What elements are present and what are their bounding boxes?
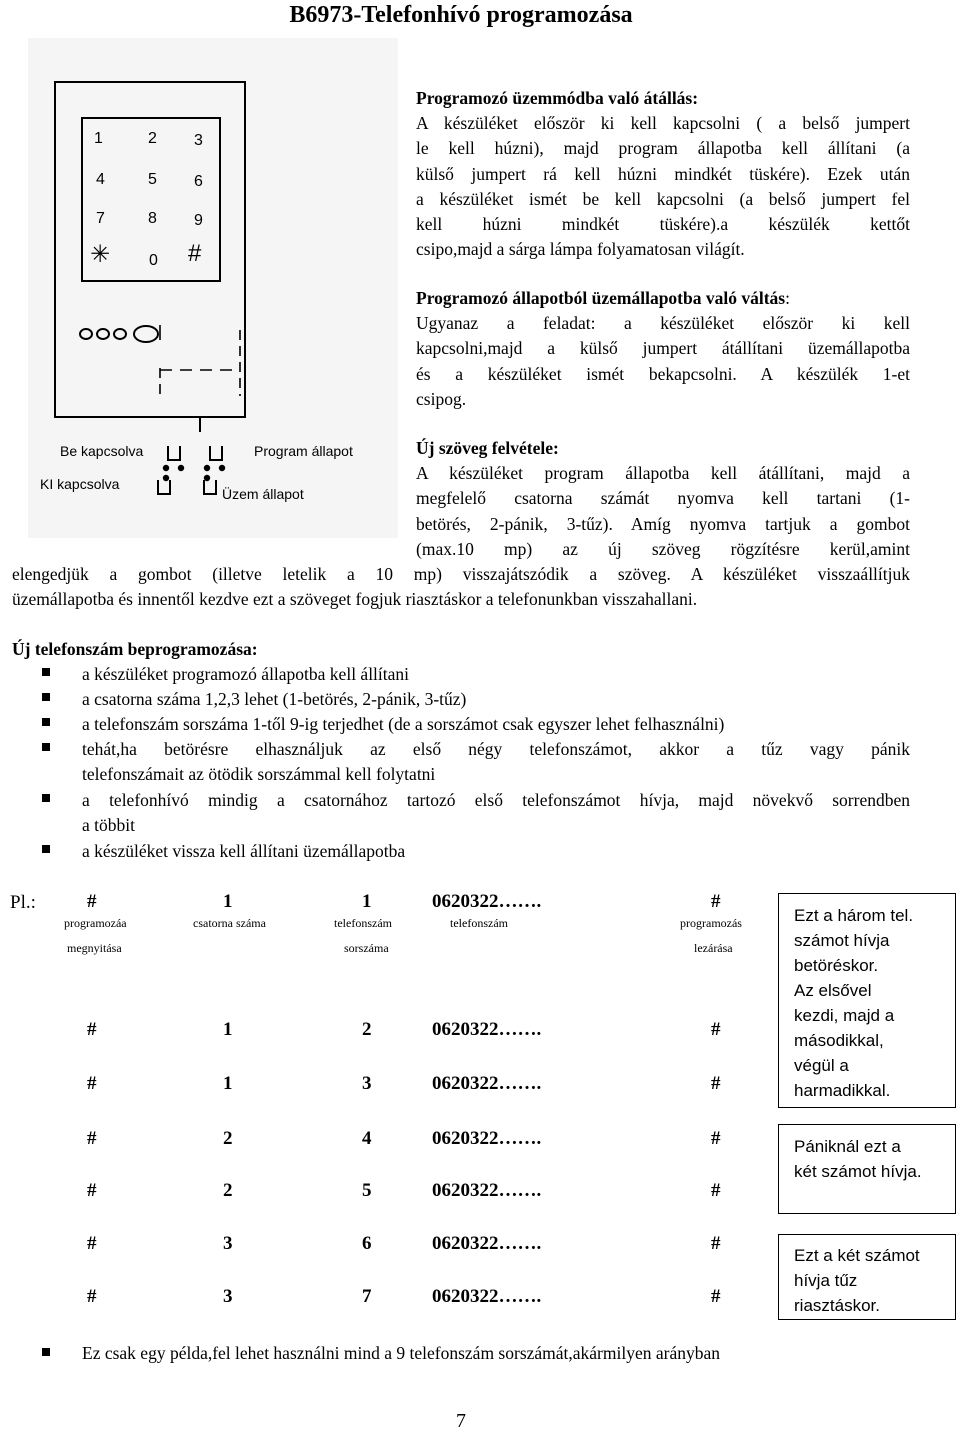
example-row-hash-close: # bbox=[711, 1128, 721, 1149]
example-row-hash-close: # bbox=[711, 1019, 721, 1040]
section-3-line: betörés, 2-pánik, 3-tűz). Amíg nyomva tartjuk a gombot bbox=[416, 513, 910, 534]
bullet-item-continued: telefonszámait az ötödik sorszámmal kell folytatni bbox=[82, 764, 436, 784]
section-1-line: a készüléket ismét be kell kapcsolni (a belső jumpert fel bbox=[416, 188, 910, 209]
label-uzem-allapot: Üzem állapot bbox=[222, 486, 304, 502]
example-row-index: 4 bbox=[362, 1128, 372, 1149]
led-2 bbox=[97, 329, 109, 339]
page-title: B6973-Telefonhívó programozása bbox=[289, 2, 633, 28]
section-2-line: és a készüléket ismét bekapcsolni. A készülék 1-et bbox=[416, 363, 910, 384]
example-row-hash-open: # bbox=[87, 1286, 97, 1307]
example-row-number: 0620322……. bbox=[432, 1128, 542, 1149]
section-4-heading: Új telefonszám beprogramozása: bbox=[12, 639, 258, 659]
section-3-line: megfelelő csatorna számát nyomva kell tartani (1- bbox=[416, 488, 910, 509]
key-4[interactable]: 4 bbox=[96, 171, 105, 188]
example-header-hash-close: # bbox=[711, 891, 721, 912]
example-row-index: 2 bbox=[362, 1019, 372, 1040]
section-1-line: csipo,majd a sárga lámpa folyamatosan világít. bbox=[416, 239, 745, 260]
led-4 bbox=[134, 326, 158, 342]
key-1[interactable]: 1 bbox=[94, 130, 103, 147]
note-line: harmadikkal. bbox=[794, 1081, 891, 1100]
bullet-item: a telefonhívó mindig a csatornához tartozó első telefonszámot hívja, majd növekvő sorrendben bbox=[82, 790, 910, 810]
note-box-tuz bbox=[778, 1234, 956, 1320]
jumper-ki bbox=[158, 480, 170, 494]
bullet-item: a telefonszám sorszáma 1-től 9-ig terjedhet (de a sorszámot csak egyszer lehet felhasználni) bbox=[82, 714, 725, 734]
example-row-index: 5 bbox=[362, 1180, 372, 1201]
example-header-channel: 1 bbox=[223, 891, 233, 912]
section-3 bbox=[416, 436, 910, 562]
section-2-line: csipog. bbox=[416, 388, 467, 409]
example-row-index: 3 bbox=[362, 1073, 372, 1094]
example-prefix: Pl.: bbox=[10, 892, 36, 913]
bullet-icon bbox=[42, 693, 50, 701]
example-header-hash-open: # bbox=[87, 891, 97, 912]
key-hash[interactable]: # bbox=[188, 240, 202, 267]
led-3 bbox=[114, 329, 126, 339]
key-9[interactable]: 9 bbox=[194, 212, 203, 229]
section-2-heading: Programozó állapotból üzemállapotba való váltás bbox=[416, 288, 786, 308]
section-2 bbox=[416, 286, 910, 412]
example-row-number: 0620322……. bbox=[432, 1019, 542, 1040]
section-3-line: A készüléket program állapotba kell átállítani, majd a bbox=[416, 463, 910, 484]
jumper-program bbox=[210, 446, 222, 460]
example-row-number: 0620322……. bbox=[432, 1233, 542, 1254]
example-row-hash-close: # bbox=[711, 1073, 721, 1094]
caption-csatorna-szama: csatorna száma bbox=[193, 916, 266, 930]
caption-programozas-close: programozás bbox=[680, 916, 742, 930]
example-row-number: 0620322……. bbox=[432, 1180, 542, 1201]
bullet-item: a készüléket vissza kell állítani üzemállapotba bbox=[82, 841, 406, 861]
note-line: riasztáskor. bbox=[794, 1296, 880, 1315]
example-row-index: 6 bbox=[362, 1233, 372, 1254]
section-2-colon: : bbox=[785, 288, 790, 308]
section-3-line: (max.10 mp) az új szöveg rögzítésre kerül,amint bbox=[416, 538, 910, 559]
section-2-line: kapcsolni,majd a külső jumpert átállítani üzemállapotba bbox=[416, 338, 910, 359]
section-1 bbox=[416, 86, 910, 262]
note-line: kezdi, majd a bbox=[794, 1006, 895, 1025]
example-row-index: 7 bbox=[362, 1286, 372, 1307]
label-be-kapcsolva: Be kapcsolva bbox=[60, 443, 144, 459]
section-1-line: le kell húzni), majd program állapotba kell állítani (a bbox=[416, 138, 910, 159]
example-row-hash-close: # bbox=[711, 1180, 721, 1201]
note-line: Ezt a két számot bbox=[794, 1246, 920, 1265]
example-row-hash-open: # bbox=[87, 1073, 97, 1094]
example-row-number: 0620322……. bbox=[432, 1286, 542, 1307]
section-1-heading: Programozó üzemmódba való átállás: bbox=[416, 88, 699, 108]
note-line: másodikkal, bbox=[794, 1031, 884, 1050]
caption-megnyitasa: megnyitása bbox=[67, 941, 122, 955]
example-row-channel: 1 bbox=[223, 1073, 233, 1094]
jumper-uzem bbox=[204, 480, 216, 494]
example-row-channel: 1 bbox=[223, 1019, 233, 1040]
example-row-hash-open: # bbox=[87, 1019, 97, 1040]
label-ki-kapcsolva: KI kapcsolva bbox=[40, 476, 120, 492]
example-row-hash-open: # bbox=[87, 1233, 97, 1254]
example-row-number: 0620322……. bbox=[432, 1073, 542, 1094]
section-1-line: kell húzni mindkét tüskére).a készülék kettőt bbox=[416, 214, 910, 235]
note-box-panik bbox=[778, 1124, 956, 1214]
note-line: Ezt a három tel. bbox=[794, 906, 914, 925]
bullet-item-continued: a többit bbox=[82, 815, 135, 835]
bullet-icon bbox=[42, 845, 50, 853]
bullet-icon bbox=[42, 743, 50, 751]
note-line: számot hívja bbox=[794, 931, 890, 950]
key-2[interactable]: 2 bbox=[148, 130, 157, 147]
page-number: 7 bbox=[456, 1410, 466, 1432]
note-box-betores bbox=[778, 893, 956, 1108]
footer-note: Ez csak egy példa,fel lehet használni mind a 9 telefonszám sorszámát,akármilyen arányban bbox=[82, 1343, 720, 1363]
example-row-hash-close: # bbox=[711, 1233, 721, 1254]
example-row-channel: 3 bbox=[223, 1286, 233, 1307]
section-3-line: elengedjük a gombot (illetve letelik a 10 mp) visszajátszódik a szöveg. A készüléket visszaállítjuk bbox=[12, 564, 910, 584]
label-program-allapot: Program állapot bbox=[254, 443, 353, 459]
key-8[interactable]: 8 bbox=[148, 210, 157, 227]
jumper-be bbox=[168, 446, 180, 460]
caption-telefonszam-number: telefonszám bbox=[450, 916, 508, 930]
section-3-line: üzemállapotba és innentől kezdve ezt a szöveget fogjuk riasztáskor a telefonunkban visszahallani. bbox=[12, 589, 698, 609]
section-2-line: Ugyanaz a feladat: a készüléket először ki kell bbox=[416, 313, 910, 334]
key-star[interactable]: ✳ bbox=[90, 241, 111, 268]
caption-programozas-open: programozáa bbox=[64, 916, 127, 930]
section-1-line: A készüléket először ki kell kapcsolni ( a belső jumpert bbox=[416, 113, 910, 134]
key-5[interactable]: 5 bbox=[148, 171, 157, 188]
bullet-icon bbox=[42, 718, 50, 726]
section-1-line: külső jumpert rá kell húzni mindkét tüskére). Ezek után bbox=[416, 163, 910, 184]
example-row-channel: 2 bbox=[223, 1128, 233, 1149]
led-1 bbox=[80, 329, 92, 339]
key-7[interactable]: 7 bbox=[96, 210, 105, 227]
bullet-item: a készüléket programozó állapotba kell állítani bbox=[82, 664, 410, 684]
note-line: hívja tűz bbox=[794, 1271, 858, 1290]
example-header-index: 1 bbox=[362, 891, 372, 912]
key-0[interactable]: 0 bbox=[149, 252, 158, 269]
bullet-icon bbox=[42, 794, 50, 802]
example-row-channel: 2 bbox=[223, 1180, 233, 1201]
note-line: végül a bbox=[794, 1056, 849, 1075]
example-row-hash-open: # bbox=[87, 1128, 97, 1149]
caption-lezarasa: lezárása bbox=[694, 941, 733, 955]
note-line: két számot hívja. bbox=[794, 1162, 922, 1181]
bullet-item: tehát,ha betörésre elhasználjuk az első négy telefonszámot, akkor a tűz vagy pánik bbox=[82, 739, 910, 759]
bullet-icon bbox=[42, 1348, 50, 1356]
note-line: Pániknál ezt a bbox=[794, 1137, 901, 1156]
caption-sorszama: sorszáma bbox=[344, 941, 389, 955]
key-6[interactable]: 6 bbox=[194, 173, 203, 190]
example-row-hash-close: # bbox=[711, 1286, 721, 1307]
example-row-channel: 3 bbox=[223, 1233, 233, 1254]
key-3[interactable]: 3 bbox=[194, 132, 203, 149]
example-row-hash-open: # bbox=[87, 1180, 97, 1201]
note-line: betöréskor. bbox=[794, 956, 879, 975]
example-header-number: 0620322……. bbox=[432, 891, 542, 912]
bullet-icon bbox=[42, 668, 50, 676]
bullet-item: a csatorna száma 1,2,3 lehet (1-betörés, 2-pánik, 3-tűz) bbox=[82, 689, 467, 709]
note-line: Az elsővel bbox=[794, 981, 872, 1000]
caption-telefonszam: telefonszám bbox=[334, 916, 392, 930]
section-3-heading: Új szöveg felvétele: bbox=[416, 438, 559, 458]
